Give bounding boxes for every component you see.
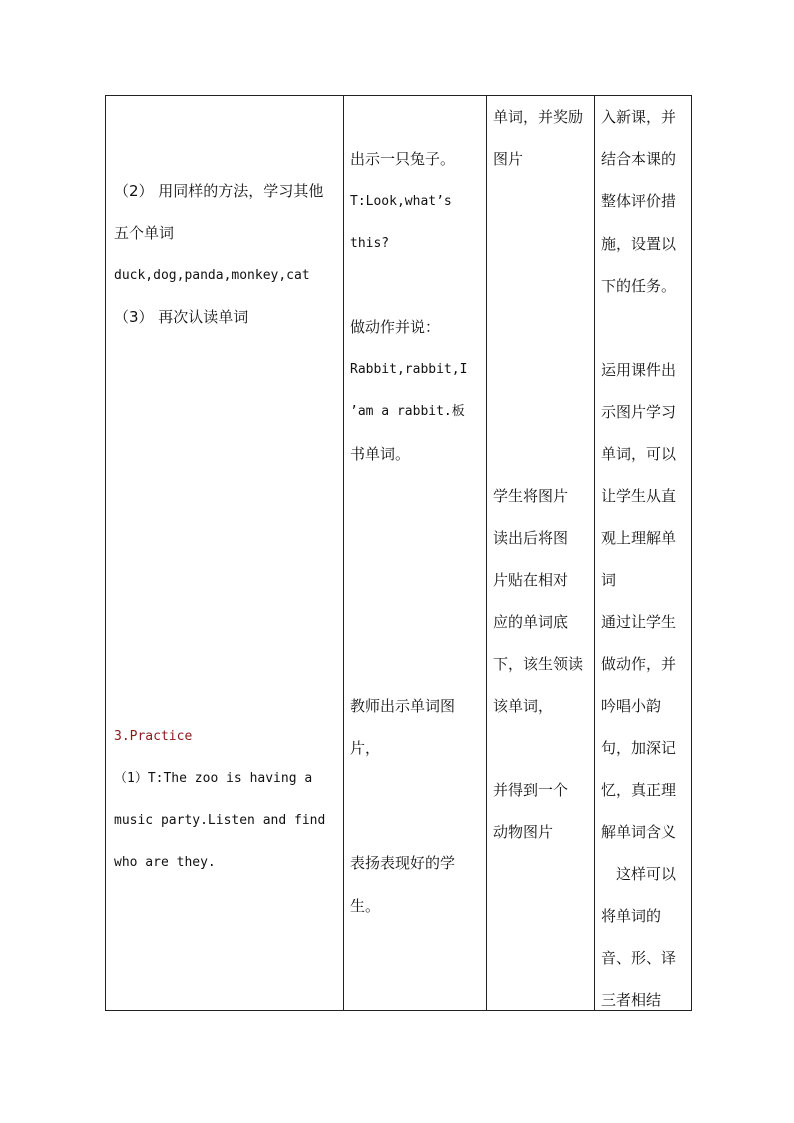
- col4-line: 运用课件出: [601, 361, 677, 379]
- col3-line: 单词，并奖励: [493, 108, 584, 126]
- col2-line: 生。: [350, 897, 381, 915]
- col4-line: 施，设置以: [601, 235, 677, 253]
- col2-line: 片，: [350, 739, 381, 757]
- section-heading: 3.Practice: [114, 729, 193, 744]
- col2-line: 表扬表现好的学: [350, 854, 456, 872]
- col2-line: this?: [350, 236, 390, 251]
- col3-line: 并得到一个: [493, 781, 569, 799]
- col1-line: who are they.: [114, 855, 216, 870]
- col2-line: 出示一只兔子。: [350, 150, 456, 168]
- col4-line: 通过让学生: [601, 613, 677, 631]
- col4-line: 词: [601, 571, 617, 589]
- col4-line: 做动作，并: [601, 655, 677, 673]
- col4-line: 音、形、译: [601, 949, 677, 967]
- col3-line: 图片: [493, 150, 524, 168]
- col4-line: 下的任务。: [601, 277, 677, 295]
- col1-line: （3） 再次认读单词: [114, 308, 249, 326]
- col4-line: 结合本课的: [601, 150, 677, 168]
- col4-line: 入新课，并: [601, 108, 677, 126]
- student-column: [487, 96, 595, 1011]
- purpose-column: [595, 96, 692, 1011]
- table-row: [106, 96, 692, 1011]
- col2-line: ’am a rabbit.板: [350, 404, 465, 419]
- col1-line: （2） 用同样的方法，学习其他: [114, 182, 324, 200]
- col3-line: 应的单词底: [493, 613, 569, 631]
- col2-line: T:Look,what’s: [350, 194, 452, 209]
- teacher-column: [344, 96, 487, 1011]
- col4-line: 示图片学习: [601, 403, 677, 421]
- col3-line: 下，该生领读: [493, 655, 584, 673]
- col1-line: music party.Listen and find: [114, 813, 326, 828]
- col2-line: 做动作并说：: [350, 318, 441, 336]
- col4-line: 整体评价措: [601, 192, 677, 210]
- col4-line: 观上理解单: [601, 529, 677, 547]
- col4-line: 将单词的: [601, 907, 662, 925]
- col4-line: 单词，可以: [601, 445, 677, 463]
- col1-line: （1）T:The zoo is having a: [114, 771, 313, 786]
- col2-line: 书单词。: [350, 445, 411, 463]
- col1-line: duck,dog,panda,monkey,cat: [114, 268, 310, 283]
- col1-line: 五个单词: [114, 224, 175, 242]
- col3-line: 片贴在相对: [493, 571, 569, 589]
- col4-line: 解单词含义: [601, 823, 677, 841]
- col3-line: 该单词，: [493, 697, 554, 715]
- col4-line: 忆，真正理: [601, 781, 677, 799]
- lesson-plan-table: [105, 95, 692, 1011]
- col4-line: 句，加深记: [601, 739, 677, 757]
- col3-line: 动物图片: [493, 823, 554, 841]
- col3-line: 学生将图片: [493, 487, 569, 505]
- col4-line: 这样可以: [616, 865, 677, 883]
- activity-column: [106, 96, 344, 1011]
- col4-line: 让学生从直: [601, 487, 677, 505]
- col4-line: 三者相结: [601, 991, 662, 1009]
- col4-line: 吟唱小韵: [601, 697, 662, 715]
- col2-line: 教师出示单词图: [350, 697, 456, 715]
- col3-line: 读出后将图: [493, 529, 569, 547]
- col2-line: Rabbit,rabbit,I: [350, 362, 468, 377]
